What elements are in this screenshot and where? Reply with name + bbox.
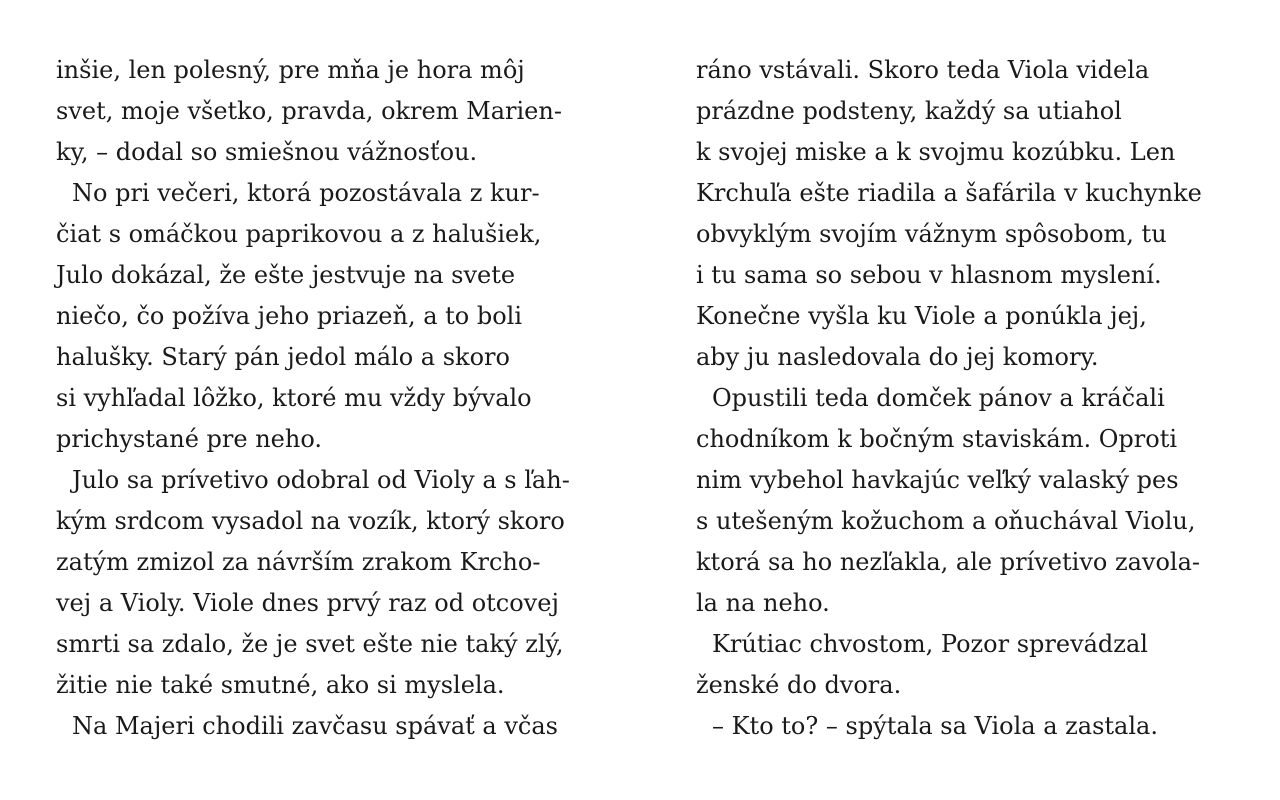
text-line: svet, moje všetko, pravda, okrem Marien- <box>56 97 562 125</box>
text-line: la na neho. <box>696 589 830 617</box>
left-page <box>56 50 596 747</box>
text-line: ktorá sa ho nezľakla, ale prívetivo zavola- <box>696 548 1201 576</box>
text-line: nim vybehol havkajúc veľký valaský pes <box>696 466 1179 494</box>
text-line: čiat s omáčkou paprikovou a z halušiek, <box>56 220 542 248</box>
text-line: Julo sa prívetivo odobral od Violy a s ľah- <box>72 466 570 494</box>
text-line: zatým zmizol za návrším zrakom Krcho- <box>56 548 541 576</box>
text-line: žitie nie také smutné, ako si myslela. <box>56 671 505 699</box>
text-line: niečo, čo požíva jeho priazeň, a to boli <box>56 302 523 330</box>
text-line: ráno vstávali. Skoro teda Viola videla <box>696 56 1150 84</box>
text-line: halušky. Starý pán jedol málo a skoro <box>56 343 510 371</box>
text-line: smrti sa zdalo, že je svet ešte nie taký zlý, <box>56 630 564 658</box>
text-line: Julo dokázal, že ešte jestvuje na svete <box>56 261 516 289</box>
text-line: Krútiac chvostom, Pozor sprevádzal <box>712 630 1148 658</box>
text-line: aby ju nasledovala do jej komory. <box>696 343 1099 371</box>
text-line: s utešeným kožuchom a oňuchával Violu, <box>696 507 1196 535</box>
text-line: kým srdcom vysadol na vozík, ktorý skoro <box>56 507 565 535</box>
text-line: Na Majeri chodili zavčasu spávať a včas <box>72 712 558 740</box>
text-line: prázdne podsteny, každý sa utiahol <box>696 97 1122 125</box>
right-page <box>696 50 1236 747</box>
text-line: k svojej miske a k svojmu kozúbku. Len <box>696 138 1176 166</box>
text-line: Krchuľa ešte riadila a šafárila v kuchynke <box>696 179 1202 207</box>
text-line: prichystané pre neho. <box>56 425 322 453</box>
text-line: Konečne vyšla ku Viole a ponúkla jej, <box>696 302 1147 330</box>
text-line: i tu sama so sebou v hlasnom myslení. <box>696 261 1162 289</box>
text-line: inšie, len polesný, pre mňa je hora môj <box>56 56 525 84</box>
text-line: obvyklým svojím vážnym spôsobom, tu <box>696 220 1167 248</box>
text-line: No pri večeri, ktorá pozostávala z kur- <box>72 179 540 207</box>
text-line: Opustili teda domček pánov a kráčali <box>712 384 1165 412</box>
text-line: vej a Violy. Viole dnes prvý raz od otcovej <box>56 589 559 617</box>
text-line: chodníkom k bočným staviskám. Oproti <box>696 425 1178 453</box>
text-line: si vyhľadal lôžko, ktoré mu vždy bývalo <box>56 384 532 412</box>
text-line: – Kto to? – spýtala sa Viola a zastala. <box>712 712 1158 740</box>
text-line: ky, – dodal so smiešnou vážnosťou. <box>56 138 478 166</box>
text-line: ženské do dvora. <box>696 671 902 699</box>
